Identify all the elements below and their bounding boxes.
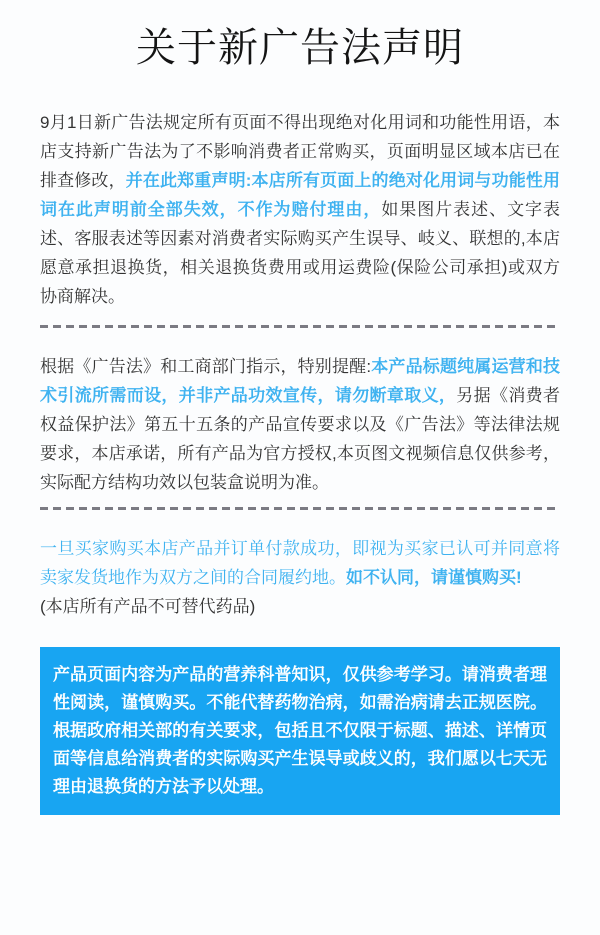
dashed-divider-top xyxy=(40,325,560,328)
disclaimer-page xyxy=(0,22,600,935)
notice-box-text: 产品页面内容为产品的营养科普知识，仅供参考学习。请消费者理性阅读，谨慎购买。不能代替药物治病，如需治病请去正规医院。根据政府相关部的有关要求，包括且不仅限于标题、描述、详情页面等信息给消费者的实际购买产生误导或歧义的，我们愿以七天无理由退换货的方法予以处理。 xyxy=(53,665,547,796)
paragraph-law-lead: 9月1日新广告法规定所有页面不得出现绝对化用词和功能性用语，本店支持新广告法为了不影响消费者正常购买，页面明显区域本店已在排查修改， xyxy=(40,113,560,190)
paragraph-law-tail: 如果图片表述、文字表述、客服表述等因素对消费者实际购买产生误导、岐义、联想的,本店愿意承担退换货，相关退换货费用或用运费险(保险公司承担)或双方协商解决。 xyxy=(40,200,561,306)
paragraph-law-highlight: 并在此郑重声明:本店所有页面上的绝对化用词与功能性用词在此声明前全部失效，不作为赔付理由， xyxy=(40,171,561,219)
not-a-drug-note: (本店所有产品不可替代药品) xyxy=(40,597,256,616)
notice-box xyxy=(40,647,560,815)
page-title: 关于新广告法声明 xyxy=(136,26,464,70)
purchase-agreement-text: 一旦买家购买本店产品并订单付款成功，即视为买家已认可并同意将卖家发货地作为双方之间的合同履约地。 xyxy=(40,539,560,587)
purchase-warning-text: 如不认同，请谨慎购买! xyxy=(346,568,522,587)
paragraph-reminder-tail: 另据《消费者权益保护法》第五十五条的产品宣传要求以及《广告法》等法律法规要求，本店承诺，所有产品为官方授权,本页图文视频信息仅供参考，实际配方结构功效以包装盒说明为准。 xyxy=(40,386,561,492)
dashed-divider-bottom xyxy=(40,507,560,510)
paragraph-law-statement xyxy=(40,108,560,311)
paragraph-ad-law-reminder xyxy=(40,352,560,497)
paragraph-purchase-agreement xyxy=(40,534,560,621)
paragraph-reminder-lead: 根据《广告法》和工商部门指示，特别提醒: xyxy=(40,357,372,376)
content-column xyxy=(40,108,560,815)
paragraph-reminder-highlight: 本产品标题纯属运营和技术引流所需而设，并非产品功效宣传，请勿断章取义， xyxy=(40,357,560,405)
